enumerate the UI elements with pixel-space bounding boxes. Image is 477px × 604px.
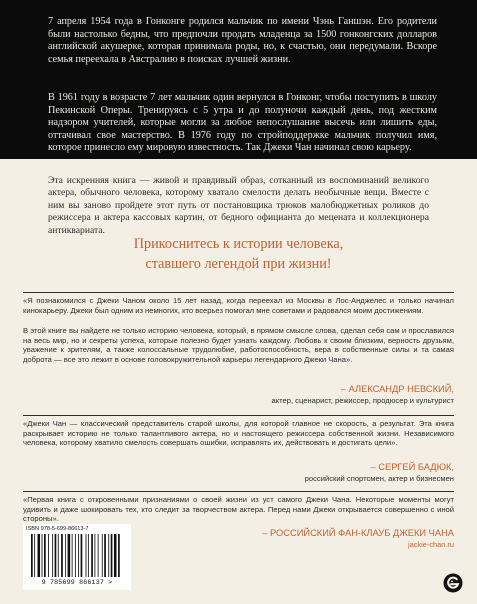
barcode-bar: [55, 534, 57, 577]
barcode-bar: [42, 534, 43, 577]
biography-paragraph-2: В 1961 году в возрасте 7 лет мальчик один вернулся в Гонконг, чтобы поступить в школу Пекинской Оперы. Тренируясь с 5 утра и до полуночи каждый день, под жестким надзором учителей, которые могли за любое непослушание высечь или лишить еды, оттачивал свое мастерство. В 1976 году по стройподдержке мальчик получил имя, которое принесло ему мировую известность. Так Джеки Чан начинал свою карьеру.: [48, 92, 437, 154]
quote-3-author: – РОССИЙСКИЙ ФАН-КЛАУБ ДЖЕКИ ЧАНА: [262, 528, 454, 538]
quote-1-author-role: актер, сценарист, режиссер, продюсер и культурист: [271, 396, 454, 405]
barcode-bar: [38, 534, 41, 577]
quote-3-text: «Первая книга с откровенными признаниями о своей жизни из уст самого Джеки Чана. Некоторые моменты могут удивить и даже шокировать тех, кто следит за творчеством актера. Перед нами Джеки открывается совершенно с иной стороны».: [23, 495, 454, 523]
barcode-bar: [34, 534, 35, 577]
barcode-bar: [118, 534, 120, 577]
barcode-icon: [25, 534, 129, 578]
quote-1-paragraph-1: «Я познакомился с Джеки Чаном около 15 лет назад, когда переехал из Москвы в Лос-Анджелес и только начинал кинокарьеру. Джеки был одним из немногих, кто всерьез помогал мне советами и радовался моим достижениям.: [23, 296, 454, 315]
barcode-bar: [31, 534, 33, 577]
biography-panel: [0, 0, 477, 159]
barcode-bar: [111, 534, 113, 577]
fan-club-website: jackie-chan.ru: [407, 540, 454, 549]
biography-paragraph-1: 7 апреля 1954 года в Гонконге родился мальчик по имени Чэнь Ганшэн. Его родители были настолько бедны, что предпочли продать младенца за 1500 гонконгских долларов английской акушерке, которая принимала роды, но, к счастью, они передумали. Вскоре семья переехала в Австралию в поисках лучшей жизни.: [48, 16, 437, 65]
barcode-bar: [114, 534, 117, 577]
barcode-bar: [91, 534, 93, 577]
barcode-bar: [102, 534, 103, 577]
slogan-line-1: Прикоснитесь к истории человека,: [133, 236, 344, 252]
quote-1-paragraph-2: В этой книге вы найдете не только историю человека, который, в прямом смысле слова, сделал себя сам и прославился на весь мир, но и секреты успеха, которые полезно будет узнать каждому. Любовь к своим близким, верность друзьям, уважение к зрителям, а также колоссальные трудолюбие, работоспособность, вера в собственные силы и та самая доброта — все это лежит в основе головокружительной карьеры легендарного Джеки Чана».: [23, 326, 454, 364]
barcode-bar: [98, 534, 99, 577]
barcode-bar: [52, 534, 53, 577]
quote-1-author: – АЛЕКСАНДР НЕВСКИЙ,: [340, 384, 454, 394]
barcode-bar: [61, 534, 63, 577]
barcode-bar: [94, 534, 95, 577]
slogan-line-2: ставшего легендой при жизни!: [145, 256, 332, 272]
barcode-bar: [44, 534, 46, 577]
publisher-logo-icon: [443, 573, 463, 593]
barcode-bar: [58, 534, 59, 577]
divider: [23, 491, 454, 492]
quote-2-author-role: российский спортсмен, актер и бизнесмен: [304, 474, 454, 483]
barcode-bar: [108, 534, 109, 577]
barcode-bar: [65, 534, 66, 577]
barcode-bar: [68, 534, 71, 577]
barcode-digits: 9 785699 866137 >: [41, 579, 113, 586]
barcode-block: [23, 524, 131, 590]
quote-2-text: «Джеки Чан — классический представитель старой школы, для которой главное не скорость, а результат. Эта книга раскрывает историю не только талантливого актера, но и настоящего режиссера собственной жизни. Независимого человека, которому хватило смелость совершать ошибки, исправлять их, действовать и достигать цели».: [23, 419, 454, 447]
divider: [23, 415, 454, 416]
barcode-bar: [75, 534, 76, 577]
barcode-bar: [72, 534, 73, 577]
isbn-label: ISBN 978-5-699-86613-7: [26, 526, 89, 532]
barcode-bar: [81, 534, 83, 577]
divider: [23, 292, 454, 293]
barcode-bar: [104, 534, 106, 577]
barcode-bar: [86, 534, 87, 577]
book-description: Эта искренняя книга — живой и правдивый образ, сотканный из воспоминаний великого актера, обычного человека, которому хватало смелости делать необычные вещи. Вместе с ним вы заново пройдете этот путь от постановщика трюков малобюджетных роликов до режиссера и актера кассовых картин, от бедного официанта до мецената и коллекционера антиквариата.: [48, 175, 429, 236]
barcode-bar: [88, 534, 89, 577]
barcode-bar: [48, 534, 49, 577]
barcode-bar: [78, 534, 79, 577]
quote-2-author: – СЕРГЕЙ БАДЮК,: [370, 462, 454, 472]
